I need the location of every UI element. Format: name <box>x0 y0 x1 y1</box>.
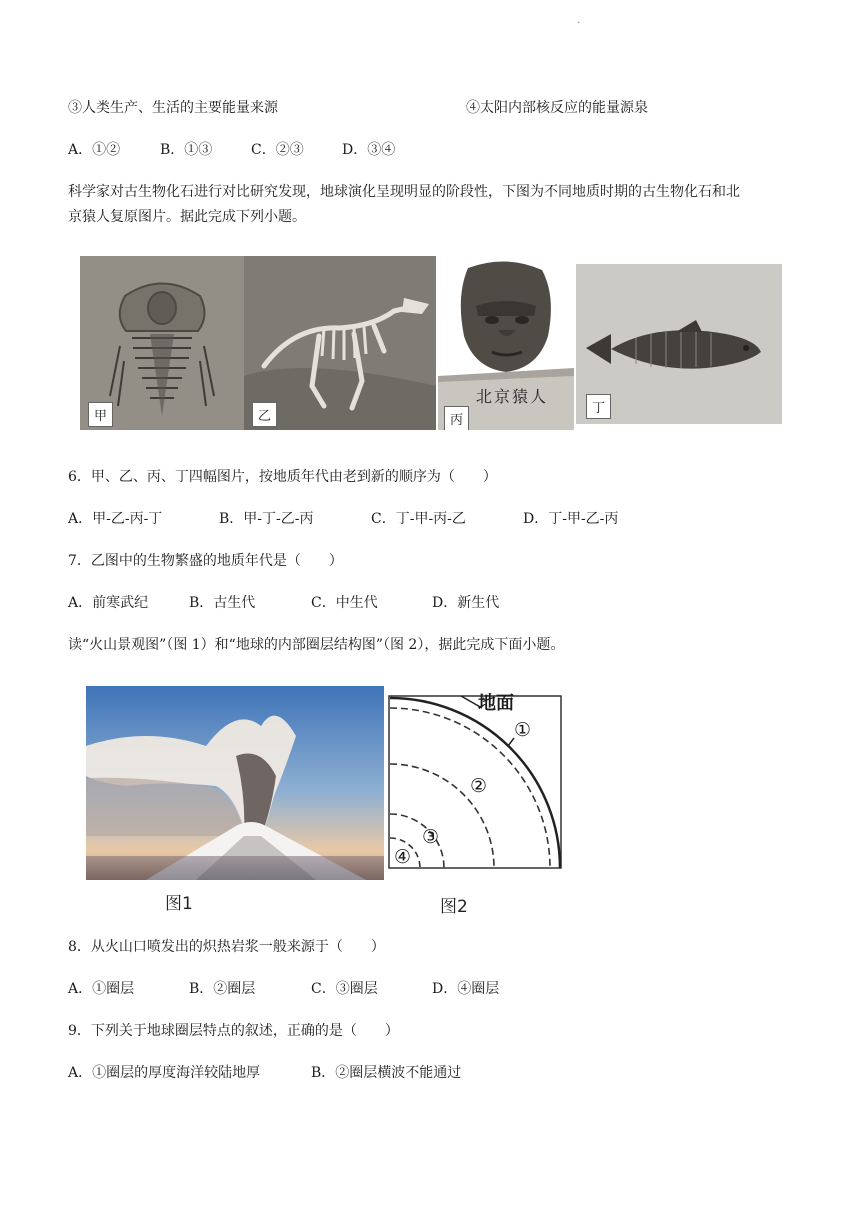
q6-choice-b[interactable]: B．甲-丁-乙-丙 <box>219 511 314 527</box>
volcano-photo <box>86 686 384 880</box>
dinosaur-fossil-image <box>244 256 436 430</box>
peking-man-plaque: 北京猿人 <box>476 387 549 406</box>
q7-choice-c[interactable]: C．中生代 <box>311 595 378 611</box>
q5-option-3: ③人类生产、生活的主要能量来源 <box>68 100 278 116</box>
q5-option-4: ④太阳内部核反应的能量源泉 <box>466 100 648 116</box>
q9-choice-a[interactable]: A．①圈层的厚度海洋较陆地厚 <box>68 1065 261 1081</box>
header-mark: · <box>577 18 581 29</box>
q5-choice-d[interactable]: D．③④ <box>342 142 396 158</box>
layer-4-marker: ④ <box>394 846 412 868</box>
q5-choice-a[interactable]: A．①② <box>68 142 121 158</box>
q8-choice-a[interactable]: A．①圈层 <box>68 981 135 997</box>
q7-choice-d[interactable]: D．新生代 <box>432 595 500 611</box>
fossil-intro-line2: 京猿人复原图片。据此完成下列小题。 <box>68 209 306 225</box>
volcano-intro: 读“火山景观图”（图 1）和“地球的内部圈层结构图”（图 2），据此完成下面小题。 <box>68 637 565 653</box>
layer-1-marker: ① <box>514 719 532 741</box>
figure1-caption: 图1 <box>165 894 193 914</box>
figure2-caption: 图2 <box>440 897 468 917</box>
fish-fossil-image <box>576 264 782 424</box>
surface-label: 地面 <box>478 693 514 714</box>
earth-layers-diagram <box>386 686 576 926</box>
q9-choice-b[interactable]: B．②圈层横波不能通过 <box>311 1065 462 1081</box>
fossil-label-ding: 丁 <box>586 394 611 419</box>
fossil-label-yi: 乙 <box>252 402 277 427</box>
q8-stem: 8．从火山口喷发出的炽热岩浆一般来源于（ ） <box>68 939 385 955</box>
q9-stem: 9．下列关于地球圈层特点的叙述，正确的是（ ） <box>68 1023 399 1039</box>
q8-choice-b[interactable]: B．②圈层 <box>189 981 256 997</box>
layer-2-marker: ② <box>470 775 488 797</box>
q8-choice-c[interactable]: C．③圈层 <box>311 981 378 997</box>
q7-choice-b[interactable]: B．古生代 <box>189 595 256 611</box>
trilobite-fossil-image <box>80 256 244 430</box>
fossil-intro-line1: 科学家对古生物化石进行对比研究发现，地球演化呈现明显的阶段性，下图为不同地质时期的古生物化石和北 <box>68 184 740 200</box>
peking-man-bust-image <box>438 256 574 430</box>
layer-3-marker: ③ <box>422 826 440 848</box>
q6-stem: 6．甲、乙、丙、丁四幅图片，按地质年代由老到新的顺序为（ ） <box>68 469 497 485</box>
q5-choice-b[interactable]: B．①③ <box>160 142 213 158</box>
q7-stem: 7．乙图中的生物繁盛的地质年代是（ ） <box>68 553 343 569</box>
q6-choice-c[interactable]: C．丁-甲-丙-乙 <box>371 511 466 527</box>
q6-choice-a[interactable]: A．甲-乙-丙-丁 <box>68 511 163 527</box>
q8-choice-d[interactable]: D．④圈层 <box>432 981 500 997</box>
q7-choice-a[interactable]: A．前寒武纪 <box>68 595 149 611</box>
q5-choice-c[interactable]: C．②③ <box>251 142 304 158</box>
fossil-label-bing: 丙 <box>444 406 469 430</box>
q6-choice-d[interactable]: D．丁-甲-乙-丙 <box>523 511 619 527</box>
fossil-label-jia: 甲 <box>88 402 113 427</box>
